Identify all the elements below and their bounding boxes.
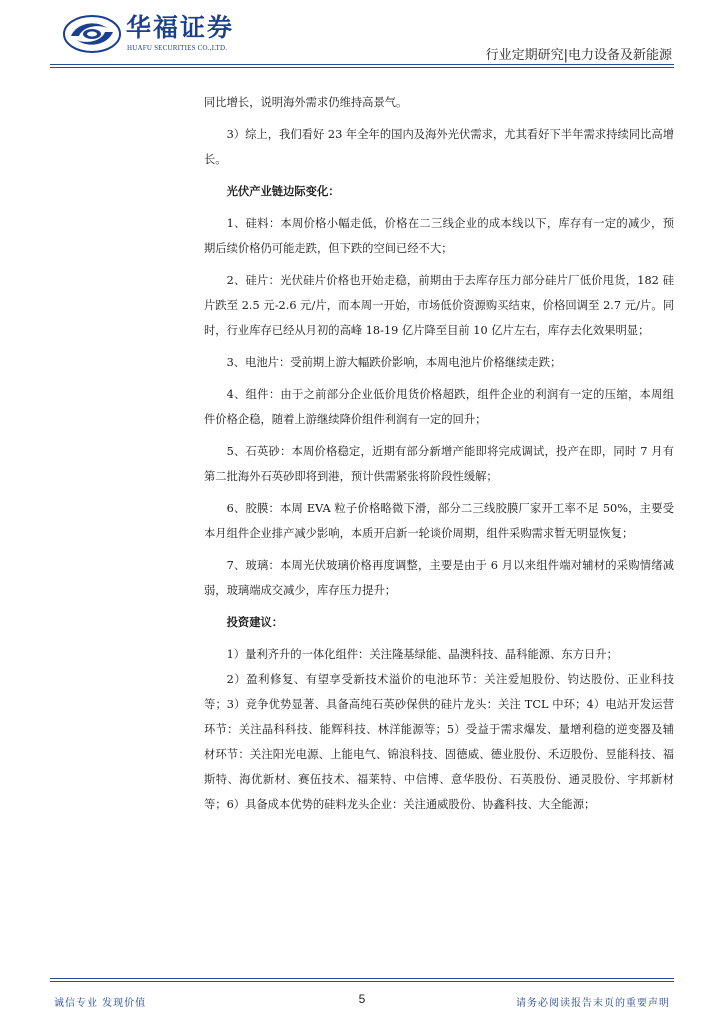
page-number: 5: [358, 992, 366, 1006]
paragraph: 1）量利齐升的一体化组件：关注隆基绿能、晶澳科技、晶科能源、东方日升；: [226, 648, 618, 661]
header-rule: [50, 64, 674, 65]
footer-slogan: 诚信专业 发现价值: [54, 998, 147, 1009]
logo-company-name: 华福证券: [126, 13, 235, 42]
header-rule-thin: [50, 67, 674, 68]
paragraph: 7、玻璃：本周光伏玻璃价格再度调整，主要是由于 6 月以来组件端对辅材的采购情绪减弱，玻璃端成交减少，库存压力提升；: [204, 559, 674, 597]
paragraph: 2、硅片：光伏硅片价格也开始走稳，前期由于去库存压力部分硅片厂低价甩货，182 硅片跌至 2.5 元-2.6 元/片，而本周一开始，市场低价资源购买结束，价格回调至 2.7 元/片。同时，行业库存已经从月初的高峰 18-19 亿片降至目前 10 亿片左右，库存去化效果明显；: [204, 274, 674, 337]
footer-rule-thin: [50, 981, 674, 982]
report-body: [204, 90, 674, 824]
report-type: 行业定期研究|电力设备及新能源: [485, 48, 672, 63]
footer-rule: [50, 978, 674, 979]
section-heading: 投资建议：: [226, 616, 284, 629]
paragraph: 4、组件：由于之前部分企业低价甩货价格超跌，组件企业的利润有一定的压缩，本周组件价格企稳，随着上游继续降价组件利润有一定的回升；: [204, 388, 674, 426]
paragraph: 3、电池片：受前期上游大幅跌价影响，本周电池片价格继续走跌；: [226, 356, 562, 369]
footer-disclaimer: 请务必阅读报告末页的重要声明: [516, 998, 670, 1009]
paragraph: 1、硅料：本周价格小幅走低，价格在二三线企业的成本线以下，库存有一定的减少，预期后续价格仍可能走跌，但下跌的空间已经不大；: [204, 217, 674, 255]
logo-english-name: HUAFU SECURITIES CO.,LTD.: [127, 44, 228, 52]
paragraph: 6、胶膜：本周 EVA 粒子价格略微下滑，部分二三线胶膜厂家开工率不足 50%，主要受本月组件企业排产减少影响，本质开启新一轮谈价周期，组件采购需求暂无明显恢复；: [204, 502, 674, 540]
paragraph: 2）盈利修复、有望享受新技术溢价的电池环节：关注爱旭股份、钧达股份、正业科技等；3）竞争优势显著、具备高纯石英砂保供的硅片龙头：关注 TCL 中环；4）电站开发运营环节：关注晶科科技、能辉科技、林洋能源等；5）受益于需求爆发、量增利稳的逆变器及辅材环节：关注阳光电源、上能电气、锦浪科技、固德威、德业股份、禾迈股份、昱能科技、福斯特、海优新材、赛伍技术、福莱特、中信博、意华股份、石英股份、通灵股份、宇邦新材等；6）具备成本优势的硅料龙头企业：关注通威股份、协鑫科技、大全能源；: [204, 673, 674, 811]
paragraph: 3）综上，我们看好 23 年全年的国内及海外光伏需求，尤其看好下半年需求持续同比高增长。: [204, 128, 674, 166]
paragraph: 同比增长，说明海外需求仍维持高景气。: [204, 96, 408, 109]
section-heading: 光伏产业链边际变化：: [226, 185, 340, 198]
paragraph: 5、石英砂：本周价格稳定，近期有部分新增产能即将完成调试，投产在即，同时 7 月有第二批海外石英砂即将到港，预计供需紧张将阶段性缓解；: [204, 445, 674, 483]
huafu-logo-icon: [63, 14, 121, 58]
page-header: [0, 0, 724, 70]
